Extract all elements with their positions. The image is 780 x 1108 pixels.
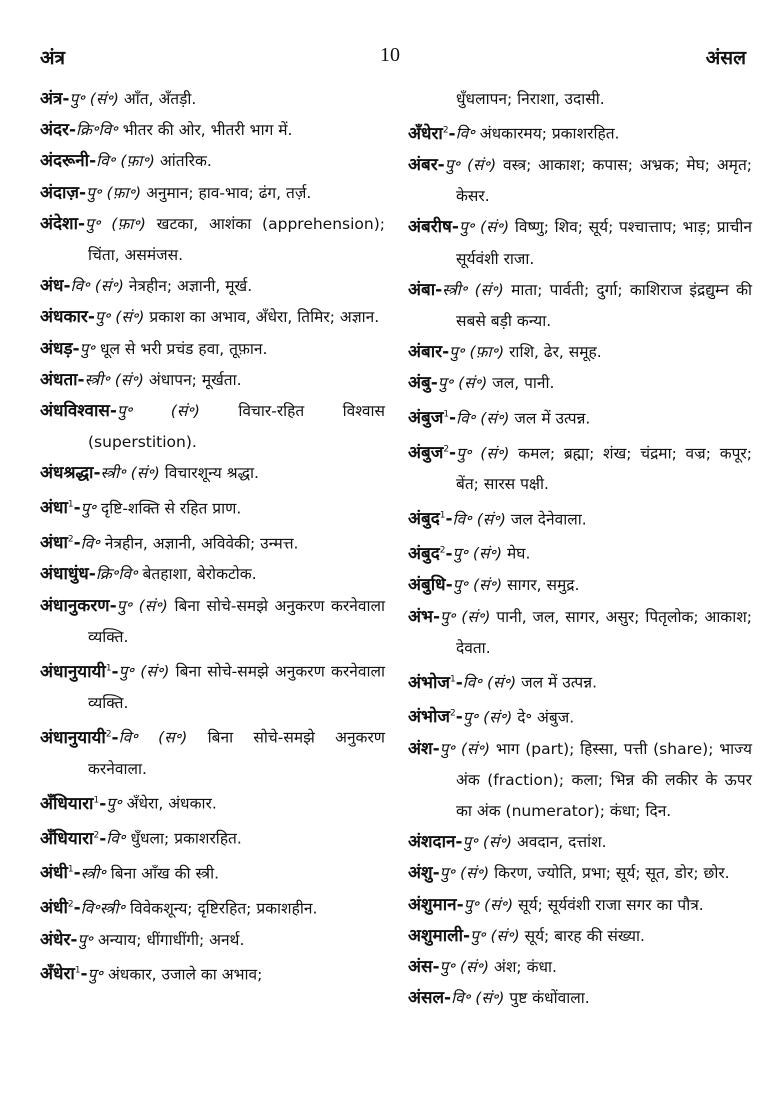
grammar-label: पु॰ — [437, 374, 454, 393]
definition: दृष्टि-शक्ति से रहित प्राण. — [101, 499, 242, 518]
dictionary-entry — [40, 458, 385, 489]
origin-label: (फ़ा॰) — [120, 152, 155, 171]
grammar-label: स्त्री॰ — [84, 370, 110, 389]
origin-label: (सं॰) — [483, 708, 513, 727]
grammar-label: क्रि॰वि॰ — [76, 121, 118, 140]
headword: अंधेर- — [40, 929, 78, 950]
origin-label: (सं॰) — [460, 739, 491, 758]
headword: अंबु- — [408, 373, 438, 394]
grammar-label: पु॰ — [452, 545, 468, 564]
headword: अंश- — [408, 738, 440, 759]
headword: अंबुज$^1$- — [408, 408, 457, 429]
homograph-number: 1 — [439, 510, 446, 521]
headword: अशुमाली- — [408, 925, 471, 946]
dictionary-entry — [408, 890, 752, 921]
dictionary-entry — [40, 956, 385, 991]
dictionary-entry — [408, 858, 752, 889]
page-number: 10 — [380, 44, 400, 66]
headword-text: अंधानुयायी — [40, 661, 106, 682]
dictionary-entry — [408, 115, 752, 150]
definition: बिना सोचे-समझे अनुकरण करनेवाला व्यक्ति. — [88, 596, 385, 646]
origin-label: (सं॰) — [130, 464, 160, 483]
headword-text: अंस — [408, 957, 433, 978]
headword: अंभोज$^1$- — [408, 672, 463, 693]
definition: धूल से भरी प्रचंड हवा, तूफ़ान. — [99, 339, 268, 358]
origin-label: (सं॰) — [476, 510, 506, 529]
grammar-label: पु॰ — [462, 708, 479, 727]
origin-label: (सं॰) — [115, 308, 145, 327]
headword: अंबर- — [408, 155, 445, 176]
homograph-number: 2 — [439, 545, 446, 556]
homograph-number: 1 — [67, 499, 74, 510]
definition: बेतहाशा, बेरोकटोक. — [142, 565, 257, 584]
homograph-number: 2 — [105, 729, 112, 740]
definition: पानी, जल, सागर, असुर; पितृलोक; आकाश; देवता. — [456, 607, 752, 657]
dictionary-entry — [408, 602, 752, 664]
definition: जल देनेवाला. — [510, 510, 587, 529]
headword: अंदरूनी- — [40, 151, 97, 172]
grammar-label: पु॰ — [87, 965, 104, 984]
dictionary-entry — [408, 150, 752, 212]
headword-text: अंदेशा — [40, 213, 78, 234]
definition: प्रकाश का अभाव, अँधेरा, तिमिर; अज्ञान. — [149, 308, 380, 327]
headword-text: अंधता — [40, 369, 78, 390]
definition: धुँधला; प्रकाशरहित. — [130, 829, 242, 848]
headword: अंधा$^2$- — [40, 533, 81, 554]
dictionary-entry — [40, 890, 385, 925]
homograph-number: 2 — [93, 829, 100, 840]
origin-label: (सं॰) — [482, 833, 513, 852]
origin-label: (सं॰) — [466, 156, 497, 175]
headword: अंधड़- — [40, 338, 80, 359]
dictionary-entry — [408, 535, 752, 570]
headword-text: अंबुज — [408, 443, 444, 464]
dictionary-entry — [408, 699, 752, 734]
definition: सूर्य; सूर्यवंशी राजा सगर का पौत्र. — [518, 895, 704, 914]
grammar-label: वि॰ — [96, 152, 116, 171]
headword: अँधेरा$^2$- — [408, 123, 456, 144]
definition: अवदान, दत्तांश. — [516, 833, 607, 852]
definition: नेत्रहीन, अज्ञानी, अविवेकी; उन्मत्त. — [104, 534, 299, 553]
grammar-label: स्त्री॰ — [442, 280, 468, 299]
dictionary-entry — [408, 983, 752, 1014]
headword-text: अंध — [40, 276, 64, 297]
origin-label: (सं॰) — [94, 277, 124, 296]
grammar-label: वि॰ — [106, 829, 126, 848]
headword: अंधकार- — [40, 307, 95, 328]
grammar-label: वि॰ — [462, 673, 483, 692]
headword-text: अंधी — [40, 863, 68, 884]
headword: अंबुद$^2$- — [408, 544, 453, 565]
dictionary-entry — [40, 178, 385, 209]
definition: मेघ. — [507, 545, 531, 564]
definition: जल में उत्पन्न. — [514, 409, 591, 428]
headword-text: अंशदान — [408, 832, 456, 853]
headword-text: अंबर — [408, 155, 438, 176]
headword-text: अंबुद — [408, 509, 440, 530]
dictionary-entry — [408, 368, 752, 399]
dictionary-entry — [40, 785, 385, 820]
grammar-label: पु॰ — [116, 596, 133, 615]
headword-text: अंभोज — [408, 707, 450, 728]
grammar-label: पु॰ — [94, 308, 111, 327]
headword-text: अंधविश्वास — [40, 401, 110, 422]
definition: अंधकार, उजाले का अभाव; — [107, 965, 263, 984]
origin-label: (सं॰) — [138, 596, 168, 615]
grammar-label: पु॰ — [458, 218, 475, 237]
grammar-label: वि॰ — [455, 124, 475, 143]
definition: अंश; कंधा. — [494, 958, 557, 977]
headword-text: अंबु — [408, 373, 431, 394]
origin-label: (सं॰) — [490, 926, 520, 945]
dictionary-entry — [408, 435, 752, 501]
homograph-number: 2 — [449, 708, 456, 719]
headword: अंधाधुंध- — [40, 564, 96, 585]
headword-text: अंदर — [40, 120, 69, 141]
homograph-number: 2 — [443, 444, 450, 455]
headword: अंभ- — [408, 606, 441, 627]
headword: अंस- — [408, 957, 440, 978]
headword: अंशदान- — [408, 832, 463, 853]
grammar-label: पु॰ — [463, 895, 480, 914]
origin-label: (फ़ा॰) — [111, 214, 146, 233]
definition: जल में उत्पन्न. — [521, 673, 597, 692]
definition: जल, पानी. — [492, 374, 555, 393]
origin-label: (सं॰) — [459, 864, 490, 883]
headword: अंशु- — [408, 863, 440, 884]
headword: अंबुद$^1$- — [408, 509, 453, 530]
dictionary-entry — [40, 820, 385, 855]
grammar-label: पु॰ — [79, 339, 96, 358]
dictionary-entry — [408, 664, 752, 699]
origin-label: (स॰) — [158, 728, 188, 747]
definition: खटका, आशंका (apprehension); चिंता, असमंजस. — [88, 214, 385, 265]
origin-label: (सं॰) — [474, 280, 504, 299]
header-guide-word-left: अंत्र — [40, 47, 66, 69]
grammar-label: पु॰ — [106, 794, 122, 813]
headword-text: अंधानुकरण — [40, 595, 110, 616]
origin-label: (सं॰) — [458, 374, 488, 393]
grammar-label: स्त्री॰ — [100, 464, 126, 483]
homograph-number: 1 — [67, 864, 74, 875]
headword: अंबुज$^2$- — [408, 443, 457, 464]
headword: अंबुधि- — [408, 575, 453, 596]
definition: बिना सोचे-समझे अनुकरण करनेवाला व्यक्ति. — [88, 662, 385, 712]
grammar-label: पु॰ — [440, 607, 456, 626]
grammar-label: पु॰ — [85, 214, 101, 233]
definition: माता; पार्वती; दुर्गा; काशिराज इंद्रद्युम्न की सबसे बड़ी कन्या. — [456, 280, 752, 331]
definition: आंतरिक. — [159, 152, 212, 171]
origin-label: (सं॰) — [483, 895, 514, 914]
origin-label: (फ़ा॰) — [106, 183, 142, 202]
headword: अंधविश्वास- — [40, 401, 117, 422]
headword: अंधानुयायी$^1$- — [40, 661, 119, 682]
origin-label: (सं॰) — [472, 545, 503, 564]
dictionary-entry — [40, 365, 385, 396]
origin-label: (सं॰) — [475, 989, 505, 1008]
left-column — [40, 84, 385, 991]
definition: विवेकशून्य; दृष्टिरहित; प्रकाशहीन. — [130, 899, 318, 918]
headword: अंधा$^1$- — [40, 498, 81, 519]
origin-label: (सं॰) — [480, 444, 510, 463]
headword-text: अंश — [408, 738, 433, 759]
definition: भाग (part); हिस्सा, पत्ती (share); भाज्य अंक (fraction); कला; भिन्न की लकीर के ऊपर का अंक (numerator); कंधा; दिन. — [456, 739, 752, 821]
definition: विचार-रहित विश्वास (superstition). — [88, 402, 385, 452]
dictionary-entry — [40, 209, 385, 271]
definition: विष्णु; शिव; सूर्य; पश्चात्ताप; भाड़; प्राचीन सूर्यवंशी राजा. — [456, 218, 752, 268]
homograph-number: 1 — [443, 409, 450, 420]
origin-label: (फ़ा॰) — [469, 343, 505, 362]
grammar-label: वि॰ — [456, 409, 476, 428]
headword: अंधानुकरण- — [40, 595, 117, 616]
headword: अंदाज़- — [40, 182, 87, 203]
headword: अँधेरा$^1$- — [40, 964, 88, 985]
grammar-label: पु॰ — [452, 576, 469, 595]
homograph-number: 2 — [67, 534, 74, 545]
origin-label: (सं॰) — [472, 576, 503, 595]
grammar-label: वि॰ — [451, 989, 471, 1008]
definition: किरण, ज्योति, प्रभा; सूर्य; सूत, डोर; छोर. — [494, 864, 730, 883]
dictionary-entry — [40, 84, 385, 115]
headword: अंधी$^2$- — [40, 898, 81, 919]
definition: दे॰ अंबुज. — [517, 708, 575, 727]
definition: अंधापन; मूर्खता. — [148, 370, 242, 389]
headword-text: अंत्र — [40, 89, 63, 109]
grammar-label: क्रि॰वि॰ — [95, 565, 138, 584]
grammar-label: स्त्री॰ — [80, 864, 106, 883]
headword-text: अँधियारा — [40, 828, 94, 849]
headword: अंध- — [40, 276, 71, 297]
homograph-number: 1 — [449, 673, 456, 684]
headword-text: अंधकार — [40, 307, 88, 328]
headword-text: अंधानुयायी — [40, 727, 106, 748]
definition: नेत्रहीन; अज्ञानी, मूर्ख. — [128, 277, 253, 296]
grammar-label: वि॰स्त्री॰ — [80, 899, 126, 918]
headword-text: अँधियारा — [40, 793, 94, 814]
origin-label: (सं॰) — [114, 370, 144, 389]
grammar-label: पु॰ — [439, 958, 455, 977]
headword-text: अंबरीष — [408, 217, 452, 238]
dictionary-entry — [408, 275, 752, 337]
homograph-number: 1 — [105, 662, 112, 673]
definition: सूर्य; बारह की संख्या. — [524, 926, 645, 945]
grammar-label: पु॰ — [80, 499, 97, 518]
definition: अँधेरा, अंधकार. — [126, 794, 217, 813]
definition: बिना आँख की स्त्री. — [110, 864, 220, 883]
headword: अंधश्रद्धा- — [40, 463, 101, 484]
grammar-label: पु॰ — [77, 930, 93, 949]
definition: अन्याय; धींगाधींगी; अनर्थ. — [97, 930, 245, 949]
headword-text: अंबा — [408, 279, 436, 300]
grammar-label: वि॰ — [80, 534, 100, 553]
definition: कमल; ब्रह्मा; शंख; चंद्रमा; वज्र; कपूर; बेंत; सारस पक्षी. — [456, 444, 752, 494]
headword-text: अंदरूनी — [40, 151, 90, 172]
definition: अनुमान; हाव-भाव; ढंग, तर्ज़. — [146, 183, 312, 202]
homograph-number: 1 — [74, 965, 81, 976]
grammar-label: वि॰ — [70, 277, 90, 296]
headword-text: अंधड़ — [40, 338, 73, 359]
homograph-number: 2 — [442, 125, 449, 136]
origin-label: (सं॰) — [461, 607, 491, 626]
headword: अंबा- — [408, 279, 443, 300]
headword: अंभोज$^2$- — [408, 707, 463, 728]
dictionary-entry — [408, 734, 752, 828]
origin-label: (सं॰) — [89, 90, 119, 108]
dictionary-entry — [408, 570, 752, 601]
dictionary-entry — [40, 925, 385, 956]
headword-text: अंधा — [40, 498, 68, 519]
grammar-label: वि॰ — [452, 510, 472, 529]
headword: अंत्र- — [40, 89, 70, 109]
grammar-label: पु॰ — [444, 156, 461, 175]
headword: अँधियारा$^2$- — [40, 828, 107, 849]
headword: अंशुमान- — [408, 894, 464, 915]
definition: आँत, अँतड़ी. — [123, 90, 197, 108]
definition: पुष्ट कंधोंवाला. — [509, 989, 590, 1008]
definition: वस्त्र; आकाश; कपास; अभ्रक; मेघ; अमृत; केसर. — [456, 156, 752, 206]
dictionary-entry — [408, 501, 752, 536]
headword: अंसल- — [408, 988, 452, 1009]
dictionary-entry — [40, 115, 385, 146]
grammar-label: पु॰ — [439, 739, 456, 758]
headword-text: अंधाधुंध — [40, 564, 89, 585]
definition: बिना सोचे-समझे अनुकरण करनेवाला. — [88, 728, 385, 778]
grammar-label: पु॰ — [116, 402, 133, 421]
origin-label: (सं॰) — [480, 218, 510, 237]
dictionary-entry — [408, 212, 752, 274]
definition: राशि, ढेर, समूह. — [509, 343, 602, 362]
headword: अंदेशा- — [40, 213, 86, 234]
grammar-label: पु॰ — [462, 833, 478, 852]
origin-label: (सं॰) — [486, 673, 517, 692]
entry-continuation: धुँधलापन; निराशा, उदासी. — [456, 90, 605, 108]
headword-text: अंभ — [408, 606, 433, 627]
dictionary-entry — [40, 591, 385, 653]
headword-text: अंशु — [408, 863, 433, 884]
dictionary-entry — [408, 337, 752, 368]
headword-text: अंबार — [408, 342, 443, 363]
headword-text: अंधी — [40, 898, 68, 919]
dictionary-entry — [40, 396, 385, 458]
headword-text: अँधेरा — [40, 964, 75, 985]
dictionary-entry — [40, 719, 385, 785]
grammar-label: पु॰ — [86, 183, 102, 202]
headword-text: अँधेरा — [408, 123, 443, 144]
dictionary-entry — [40, 302, 385, 333]
origin-label: (सं॰) — [140, 662, 170, 681]
dictionary-entry — [408, 952, 752, 983]
dictionary-entry — [408, 921, 752, 952]
definition: भीतर की ओर, भीतरी भाग में. — [122, 121, 293, 140]
dictionary-entry — [40, 271, 385, 302]
homograph-number: 2 — [67, 899, 74, 910]
dictionary-entry — [40, 490, 385, 525]
dictionary-entry — [40, 653, 385, 719]
origin-label: (सं॰) — [170, 402, 200, 421]
homograph-number: 1 — [93, 795, 100, 806]
header-guide-word-right: अंसल — [705, 47, 746, 69]
origin-label: (सं॰) — [480, 409, 510, 428]
headword-text: अंधेर — [40, 929, 71, 950]
headword: अँधियारा$^1$- — [40, 793, 107, 814]
origin-label: (सं॰) — [459, 958, 490, 977]
headword-text: अंधश्रद्धा — [40, 463, 94, 484]
grammar-label: पु॰ — [470, 926, 486, 945]
definition: सागर, समुद्र. — [507, 576, 580, 595]
right-column — [408, 84, 752, 1014]
grammar-label: पु॰ — [439, 864, 456, 883]
grammar-label: वि॰ — [118, 728, 138, 747]
headword-text: अंदाज़ — [40, 182, 80, 203]
grammar-label: पु॰ — [69, 90, 85, 108]
grammar-label: पु॰ — [449, 343, 465, 362]
definition: विचारशून्य श्रद्धा. — [164, 464, 259, 483]
headword: अंबरीष- — [408, 217, 459, 238]
dictionary-entry — [40, 334, 385, 365]
headword: अंधता- — [40, 369, 85, 390]
dictionary-entry — [408, 827, 752, 858]
dictionary-entry — [408, 400, 752, 435]
headword-text: अशुमाली — [408, 925, 464, 946]
dictionary-entry — [40, 559, 385, 590]
dictionary-entry — [40, 855, 385, 890]
dictionary-entry — [40, 525, 385, 560]
headword: अंबार- — [408, 342, 450, 363]
headword-text: अंसल — [408, 988, 445, 1009]
dictionary-entry — [40, 146, 385, 177]
headword-text: अंशुमान — [408, 894, 457, 915]
grammar-label: पु॰ — [118, 662, 135, 681]
headword-text: अंबुद — [408, 544, 440, 565]
headword: अंधानुयायी$^2$- — [40, 727, 119, 748]
headword-text: अंभोज — [408, 672, 450, 693]
headword: अंदर- — [40, 120, 77, 141]
headword-text: अंबुज — [408, 408, 444, 429]
headword: अंधी$^1$- — [40, 863, 81, 884]
headword-text: अंधा — [40, 533, 68, 554]
headword-text: अंबुधि — [408, 575, 446, 596]
definition: अंधकारमय; प्रकाशरहित. — [479, 124, 620, 143]
grammar-label: पु॰ — [456, 444, 472, 463]
